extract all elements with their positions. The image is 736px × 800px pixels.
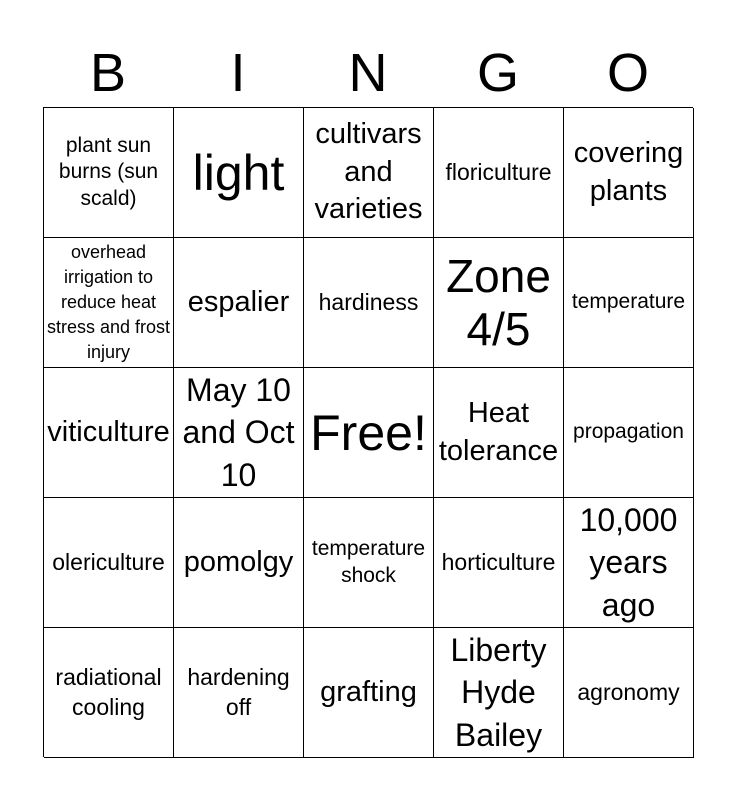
bingo-cell[interactable]: [174, 498, 304, 628]
cell-text: agronomy: [577, 678, 680, 705]
bingo-cell[interactable]: [434, 368, 564, 498]
cell-text: May 10 and Oct 10: [182, 372, 295, 493]
bingo-cell[interactable]: [174, 628, 304, 758]
bingo-cell[interactable]: [564, 628, 694, 758]
bingo-cell[interactable]: [434, 108, 564, 238]
header-letter-b: B: [89, 43, 127, 103]
cell-text: olericulture: [52, 548, 165, 575]
cell-text: hardiness: [318, 288, 419, 315]
bingo-cell-free[interactable]: [304, 368, 434, 498]
cell-text: light: [192, 144, 285, 201]
cell-text: horticulture: [441, 548, 556, 575]
cell-text: espalier: [187, 285, 290, 318]
bingo-cell[interactable]: [44, 238, 174, 368]
cell-text: plant sun burns (sun scald): [58, 134, 159, 210]
cell-text: Zone 4/5: [446, 249, 551, 355]
bingo-cell[interactable]: [564, 368, 694, 498]
bingo-board: [43, 107, 693, 757]
cell-text: temperature: [571, 290, 686, 314]
bingo-cell[interactable]: [564, 238, 694, 368]
bingo-cell[interactable]: [304, 498, 434, 628]
bingo-cell[interactable]: [434, 498, 564, 628]
cell-text: overhead irrigation to reduce heat stress and frost injury: [46, 242, 171, 362]
bingo-cell[interactable]: [304, 628, 434, 758]
bingo-cell[interactable]: [44, 498, 174, 628]
bingo-cell[interactable]: [564, 108, 694, 238]
cell-text: 10,000 years ago: [579, 502, 678, 623]
bingo-cell[interactable]: [304, 238, 434, 368]
cell-text: pomolgy: [183, 545, 294, 578]
bingo-cell[interactable]: [44, 368, 174, 498]
bingo-cell[interactable]: [174, 108, 304, 238]
bingo-header: [43, 40, 693, 106]
cell-text: Liberty Hyde Bailey: [450, 632, 547, 753]
bingo-cell[interactable]: [174, 368, 304, 498]
cell-text: Heat tolerance: [438, 396, 559, 467]
cell-text: cultivars and varieties: [314, 117, 423, 226]
cell-text: grafting: [320, 675, 417, 708]
header-letter-n: N: [348, 43, 388, 103]
bingo-cell[interactable]: [44, 108, 174, 238]
cell-text: radiational cooling: [55, 663, 162, 720]
bingo-cell[interactable]: [434, 628, 564, 758]
header-letter-g: G: [476, 43, 519, 103]
bingo-cell[interactable]: [434, 238, 564, 368]
cell-text: Free!: [310, 404, 427, 461]
cell-text: hardening off: [187, 663, 290, 720]
cell-text: temperature shock: [311, 537, 426, 587]
bingo-cell[interactable]: [304, 108, 434, 238]
bingo-cell[interactable]: [564, 498, 694, 628]
cell-text: propagation: [573, 420, 684, 444]
cell-text: covering plants: [573, 136, 684, 207]
bingo-cell[interactable]: [174, 238, 304, 368]
bingo-cell[interactable]: [44, 628, 174, 758]
cell-text: floriculture: [445, 158, 552, 185]
cell-text: viticulture: [47, 415, 170, 448]
header-letter-o: O: [606, 43, 649, 103]
header-letter-i: I: [230, 43, 246, 103]
